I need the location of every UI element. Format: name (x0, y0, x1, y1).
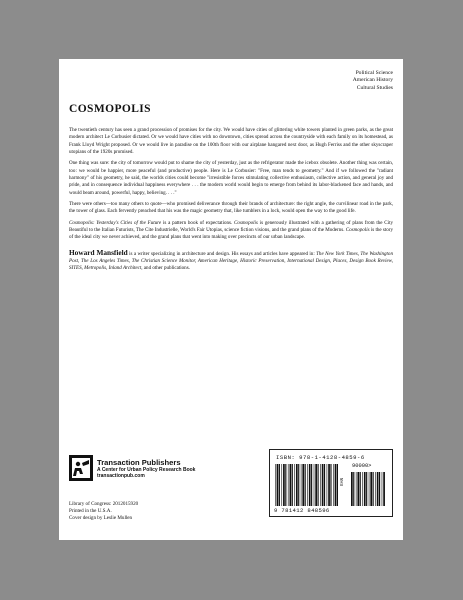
blurb-paragraph: The twentieth century has seen a grand procession of promises for the city. We would have cities of glittering white towers planted in green parks, as the great modern architect Le Corbusier dictated. Or we would have cities with no downtown, cities spread across the countryside with each family on its homestead, as Frank Lloyd Wright proposed. Or we would live in paradise on the 100th floor with our airplane hangared next door, as Hugh Ferriss and the other skyscraper utopians of the 1920s promised. (69, 127, 393, 155)
barcode-bar (302, 464, 304, 506)
barcode-bar (335, 464, 337, 506)
barcode-bar (366, 472, 367, 506)
barcode-bar (307, 464, 308, 506)
barcode-bar (353, 472, 354, 506)
barcode-bar (318, 464, 319, 506)
barcode-bar (309, 464, 311, 506)
author-name: Howard Mansfield (69, 247, 128, 257)
barcode-bar (285, 464, 286, 506)
publisher-url: transactionpub.com (97, 472, 145, 479)
publisher-subtitle: A Center for Urban Policy Research Book (97, 466, 196, 473)
barcode-bar (283, 464, 285, 506)
barcode-icon (274, 464, 338, 506)
italic-title: Cosmopolis (234, 219, 258, 226)
barcode-bar (351, 472, 353, 506)
credit-line: Library of Congress: 2012015920 (69, 501, 139, 507)
barcode-bar (369, 472, 370, 506)
barcode-bar (377, 472, 379, 506)
publisher-block (69, 455, 195, 481)
subject-label: American History (352, 77, 393, 84)
barcode-bar (275, 464, 276, 506)
back-cover (59, 59, 403, 540)
barcode-bar (324, 464, 325, 506)
publication-list: The New York Times, The Washington Post, The Los Angeles Times, The Christian Science Monitor, American Heritage, Historic Preservation, International Design, Places, Design Book Review, SITES, Metropolis, Inland Architect, (69, 250, 393, 272)
credits (69, 501, 138, 523)
credit-line: Printed in the U.S.A. (69, 508, 112, 515)
barcode-bar (320, 464, 321, 506)
text: is a pattern book of expectations. (161, 219, 235, 226)
barcode-bar (364, 472, 366, 506)
blurb-paragraph: One thing was sure: the city of tomorrow would put to shame the city of yesterday, just as the refrigerator made the icebox obsolete. Another thing was certain, too: we would be happier, more peaceful (and productive) people. Here is Le Corbusier: "Free, man tends to geometry." And if we followed the "radiant harmony" of his geometry, he said, the worlds cities could become "irresistible forces stimulating collective enthusiasm, collective action, and general joy and pride, and in consequence individual happiness everywhere . . . the modern world would begin to emerge from behind its labor-blackened face and hands, and would beam around, powerful, happy, believing. . . ." (69, 160, 393, 196)
author-bio (69, 249, 393, 273)
barcode-bar (296, 464, 298, 506)
barcode-bar (290, 464, 292, 506)
italic-title: Cosmopolis (345, 227, 370, 234)
barcode-bar (328, 464, 330, 506)
barcode-bar (370, 472, 372, 506)
barcode-bar (337, 464, 338, 506)
blurb-paragraph: There were others—too many others to quote—who promised deliverance through their brands of architecture: the right angle, the curvilinear road in the park, the tower of glass. Each fervently preached that his was the magic geometry that, like tumblers in a lock, would open the way to the good life. (69, 201, 393, 215)
publisher-name: Transaction Publishers (97, 457, 181, 467)
barcode-bar (357, 472, 359, 506)
barcode-bar (315, 464, 317, 506)
barcode-bar (379, 472, 380, 506)
barcode-bar (298, 464, 299, 506)
barcode-bar (356, 472, 357, 506)
ean-label: EAN (340, 478, 345, 486)
barcode-bar (330, 464, 331, 506)
barcode-bar (314, 464, 315, 506)
barcode-digits: 9 781412 848596 (274, 507, 330, 514)
isbn-label: ISBN: 978-1-4128-4859-6 (276, 454, 365, 461)
subject-categories (353, 70, 393, 92)
text: is generously illustrated with a gathering of plans from the City Beautiful to the Italian Futurists, The Cite Industrielle, World's Fair Utopias, science fiction visions, and the grand plans of the Moderns. (69, 219, 393, 234)
barcode-bar (360, 472, 361, 506)
addon-label: 90000> (352, 463, 372, 469)
barcode-bar (294, 464, 295, 506)
addon-barcode-icon (350, 472, 386, 506)
barcode-bar (277, 464, 279, 506)
barcode-bar (373, 472, 374, 506)
barcode-bar (333, 464, 334, 506)
barcode-bar (375, 472, 376, 506)
barcode-bar (279, 464, 280, 506)
barcode-bar (383, 472, 385, 506)
blurb (69, 127, 393, 277)
credit-line: Cover design by Leslie Mullen (69, 515, 133, 522)
barcode-bar (292, 464, 293, 506)
publisher-logo-icon (69, 455, 93, 481)
barcode-bar (327, 464, 328, 506)
barcode-bar (382, 472, 383, 506)
barcode-bar (281, 464, 282, 506)
subject-label: Cultural Studies (356, 84, 393, 91)
blurb-paragraph (69, 220, 393, 242)
barcode-bar (305, 464, 306, 506)
text: is the story of the ideal city we never achieved, and the grand plans that went into making over precincts of our urban landscape. (69, 227, 393, 241)
text: is a writer specializing in architecture and design. His essays and articles have appeared in: (127, 250, 317, 257)
subject-label: Political Science (355, 70, 393, 76)
barcode-bar (301, 464, 302, 506)
text: and other publications. (142, 265, 190, 272)
isbn-barcode-box (269, 449, 393, 517)
barcode-bar (322, 464, 324, 506)
barcode-bar (362, 472, 363, 506)
barcode-bar (311, 464, 312, 506)
barcode-bar (288, 464, 289, 506)
book-title: COSMOPOLIS (69, 103, 151, 115)
italic-title: Cosmopolis: Yesterday's Cities of the Future (69, 219, 162, 226)
